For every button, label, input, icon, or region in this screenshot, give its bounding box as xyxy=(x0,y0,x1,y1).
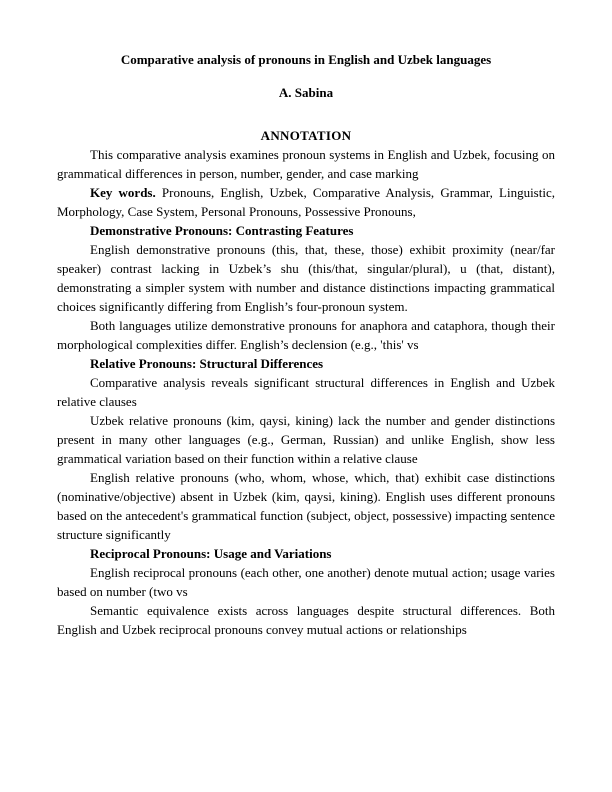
annotation-heading: ANNOTATION xyxy=(260,128,352,143)
paragraph: English demonstrative pronouns (this, that, these, those) exhibit proximity (near/far speaker) contrast lacking in Uzbek’s shu (this/that, singular/plural), u (that, distant), demonstrating a simpler system with number and distance distinctions impacting grammatical choices significantly differing from English’s four-pronoun system. xyxy=(57,242,555,314)
author-name: A. Sabina xyxy=(278,85,334,100)
paragraph: English reciprocal pronouns (each other, one another) denote mutual action; usage varies based on number (two vs xyxy=(57,565,555,599)
section-heading-relative-pronouns: Relative Pronouns: Structural Differences xyxy=(90,356,324,371)
page-title: Comparative analysis of pronouns in English and Uzbek languages xyxy=(120,52,492,67)
section-heading-demonstrative-pronouns: Demonstrative Pronouns: Contrasting Features xyxy=(90,223,354,238)
paragraph: Comparative analysis reveals significant structural differences in English and Uzbek relative clauses xyxy=(57,375,555,409)
paragraph: Semantic equivalence exists across languages despite structural differences. Both English and Uzbek reciprocal pronouns convey mutual actions or relationships xyxy=(57,603,555,637)
keywords-paragraph xyxy=(57,183,555,221)
paragraph: Both languages utilize demonstrative pronouns for anaphora and cataphora, though their morphological complexities differ. English’s declension (e.g., 'this' vs xyxy=(57,318,555,352)
keywords-label: Key words. xyxy=(90,185,156,200)
paragraph: Uzbek relative pronouns (kim, qaysi, kining) lack the number and gender distinctions present in many other languages (e.g., German, Russian) and unlike English, show less grammatical variation based on their function within a relative clause xyxy=(57,413,555,466)
paragraph: English relative pronouns (who, whom, whose, which, that) exhibit case distinctions (nominative/objective) absent in Uzbek (kim, qaysi, kining). English uses different pronouns based on the antecedent's grammatical function (subject, object, possessive) impacting sentence structure significantly xyxy=(57,470,555,542)
keywords-text: Pronouns, English, Uzbek, Comparative Analysis, Grammar, Linguistic, Morphology, Case System, Personal Pronouns, Possessive Pronouns, xyxy=(57,185,555,219)
section-heading-reciprocal-pronouns: Reciprocal Pronouns: Usage and Variations xyxy=(90,546,332,561)
annotation-paragraph: This comparative analysis examines pronoun systems in English and Uzbek, focusing on grammatical differences in person, number, gender, and case marking xyxy=(57,147,555,181)
